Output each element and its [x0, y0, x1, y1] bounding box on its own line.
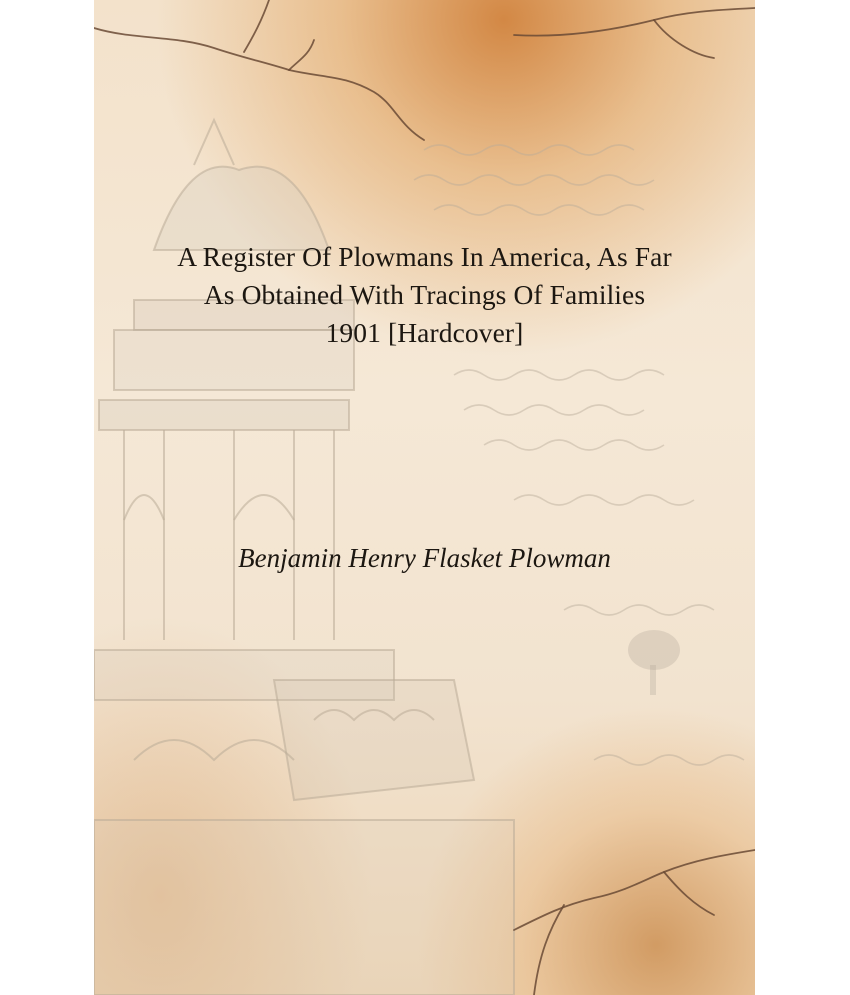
cover-background-art: [94, 0, 755, 995]
faded-tree-sketch: [628, 630, 680, 695]
title-line-2: As Obtained With Tracings Of Families: [203, 279, 646, 310]
book-cover: [94, 0, 755, 995]
title-line-1: A Register Of Plowmans In America, As Far: [177, 241, 672, 272]
book-title: [94, 238, 755, 352]
book-author: Benjamin Henry Flasket Plowman: [238, 543, 611, 573]
title-line-3: 1901 [Hardcover]: [325, 317, 524, 348]
